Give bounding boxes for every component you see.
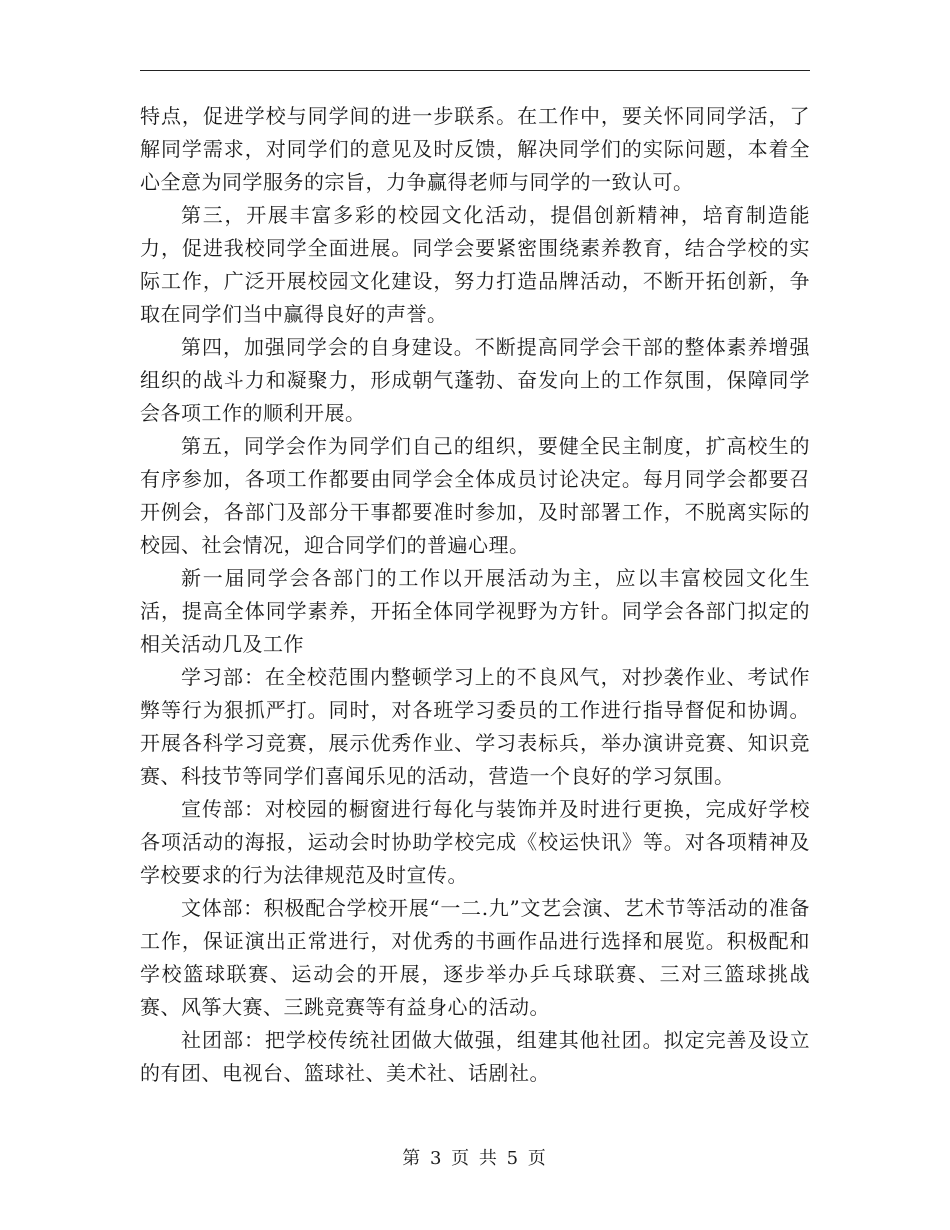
- paragraph-publicity-dept: 宣传部：对校园的橱窗进行每化与装饰并及时进行更换，完成好学校各项活动的海报，运动会时协助学校完成《校运快讯》等。对各项精神及学校要求的行为法律规范及时宣传。: [140, 797, 810, 887]
- paragraph-sports-arts-dept: 文体部：积极配合学校开展“一二.九”文艺会演、艺术节等活动的准备工作，保证演出正常进行，对优秀的书画作品进行选择和展览。积极配和学校篮球联赛、运动会的开展，逐步举办乒乓球联赛、三对三篮球挑战赛、风筝大赛、三跳竞赛等有益身心的活动。: [140, 896, 810, 1019]
- paragraph-continuation: 特点，促进学校与同学间的进一步联系。在工作中，要关怀同同学活，了解同学需求，对同学们的意见及时反馈，解决同学们的实际问题，本着全心全意为同学服务的宗旨，力争赢得老师与同学的一致认可。: [140, 104, 810, 194]
- page-footer: 第 3 页 共 5 页: [402, 1148, 548, 1169]
- paragraph-third: 第三，开展丰富多彩的校园文化活动，提倡创新精神，培育制造能力，促进我校同学全面进展。同学会要紧密围绕素养教育，结合学校的实际工作，广泛开展校园文化建设，努力打造品牌活动，不断开拓创新，争取在同学们当中赢得良好的声誉。: [140, 203, 810, 326]
- document-body: [140, 100, 810, 1090]
- paragraph-clubs-dept: 社团部：把学校传统社团做大做强，组建其他社团。拟定完善及设立的有团、电视台、篮球社、美术社、话剧社。: [140, 1028, 810, 1085]
- paragraph-fifth: 第五，同学会作为同学们自己的组织，要健全民主制度，扩高校生的有序参加，各项工作都要由同学会全体成员讨论决定。每月同学会都要召开例会，各部门及部分干事都要准时参加，及时部署工作，不脱离实际的校园、社会情况，迎合同学们的普遍心理。: [140, 434, 810, 557]
- paragraph-departments-intro: 新一届同学会各部门的工作以开展活动为主，应以丰富校园文化生活，提高全体同学素养，开拓全体同学视野为方针。同学会各部门拟定的相关活动几及工作: [140, 566, 810, 656]
- paragraph-fourth: 第四，加强同学会的自身建设。不断提高同学会干部的整体素养增强组织的战斗力和凝聚力，形成朝气蓬勃、奋发向上的工作氛围，保障同学会各项工作的顺利开展。: [140, 335, 810, 425]
- paragraph-study-dept: 学习部：在全校范围内整顿学习上的不良风气，对抄袭作业、考试作弊等行为狠抓严打。同时，对各班学习委员的工作进行指导督促和协调。开展各科学习竞赛，展示优秀作业、学习表标兵，举办演讲竞赛、知识竞赛、科技节等同学们喜闻乐见的活动，营造一个良好的学习氛围。: [140, 665, 810, 788]
- header-rule: [140, 70, 810, 71]
